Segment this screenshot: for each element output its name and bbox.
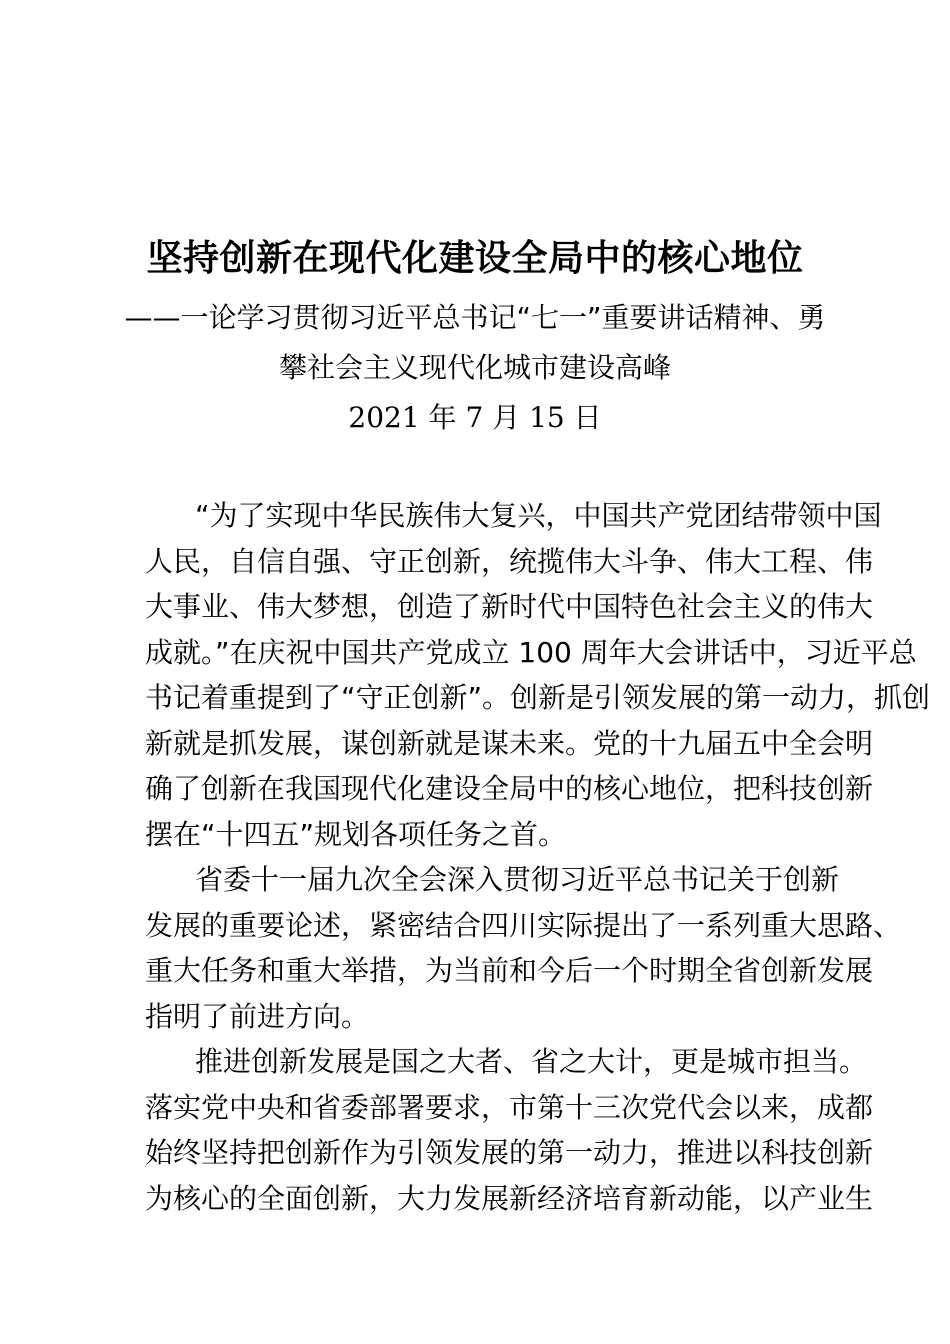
paragraph-line: 书记着重提到了“守正创新”。创新是引领发展的第一动力，抓创 [145, 681, 931, 714]
paragraph-line: 摆在“十四五”规划各项任务之首。 [145, 817, 567, 851]
paragraph-line: 省委十一届九次全会深入贯彻习近平总书记关于创新 [195, 863, 840, 896]
document-subtitle-line-1: ——一论学习贯彻习近平总书记“七一”重要讲话精神、勇 [124, 301, 826, 334]
paragraph-line: 落实党中央和省委部署要求，市第十三次党代会以来，成都 [145, 1090, 874, 1124]
document-date: 2021 年 7 月 15 日 [348, 401, 602, 434]
paragraph-line: 确了创新在我国现代化建设全局中的核心地位，把科技创新 [145, 772, 874, 805]
paragraph-line: “为了实现中华民族伟大复兴，中国共产党团结带领中国 [195, 499, 882, 532]
paragraph-line: 新就是抓发展，谋创新就是谋未来。党的十九届五中全会明 [145, 726, 874, 760]
paragraph-line: 为核心的全面创新，大力发展新经济培育新动能，以产业生 [145, 1181, 874, 1215]
paragraph-1 [145, 493, 931, 857]
paragraph-3 [145, 1039, 874, 1221]
paragraph-line: 指明了前进方向。 [145, 999, 370, 1033]
paragraph-line: 人民，自信自强、守正创新，统揽伟大斗争、伟大工程、伟 [145, 544, 874, 578]
document-title: 坚持创新在现代化建设全局中的核心地位 [146, 238, 804, 279]
paragraph-line: 大事业、伟大梦想，创造了新时代中国特色社会主义的伟大 [145, 590, 874, 623]
paragraph-line: 推进创新发展是国之大者、省之大计，更是城市担当。 [195, 1045, 868, 1078]
paragraph-line: 重大任务和重大举措，为当前和今后一个时期全省创新发展 [145, 954, 874, 987]
document-body [145, 493, 931, 1221]
document-subtitle-line-2: 攀社会主义现代化城市建设高峰 [278, 351, 671, 384]
paragraph-line: 始终坚持把创新作为引领发展的第一动力，推进以科技创新 [145, 1136, 874, 1169]
paragraph-2 [145, 857, 902, 1039]
paragraph-line: 发展的重要论述，紧密结合四川实际提出了一系列重大思路、 [145, 908, 902, 942]
paragraph-line: 成就。”在庆祝中国共产党成立 100 周年大会讲话中，习近平总 [145, 635, 917, 669]
